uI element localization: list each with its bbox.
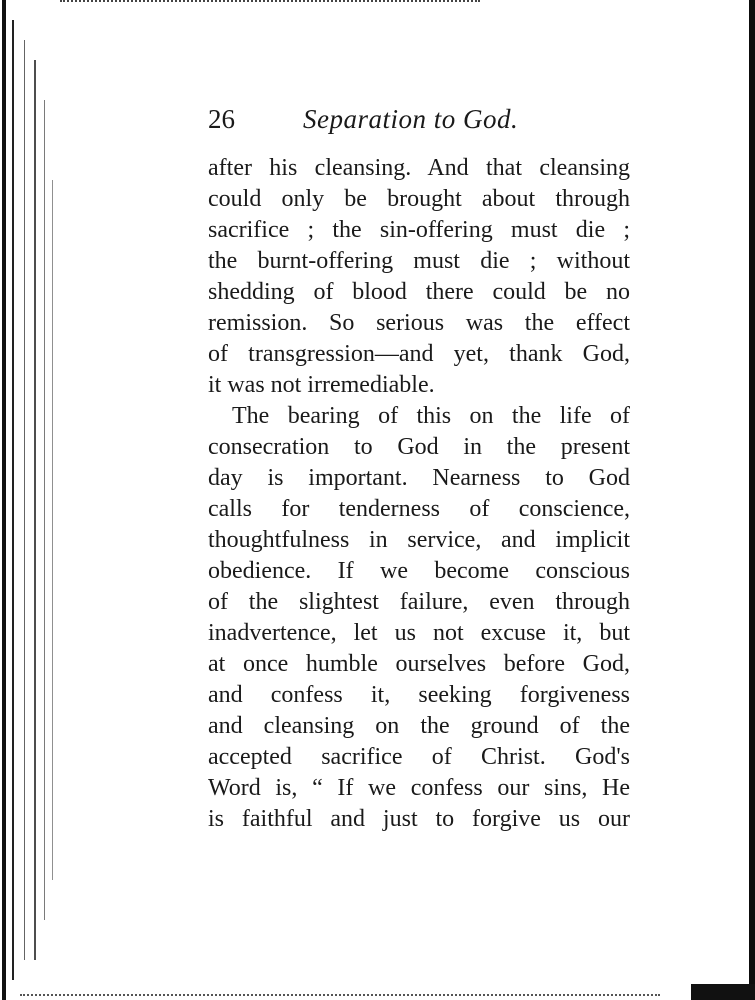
right-edge bbox=[749, 0, 755, 1000]
text-line: day is important. Nearness to God bbox=[208, 465, 630, 491]
text-line: shedding of blood there could be no bbox=[208, 279, 630, 305]
text-line: remission. So serious was the effect bbox=[208, 310, 630, 336]
text-line: accepted sacrifice of Christ. God's bbox=[208, 744, 630, 770]
gutter-line bbox=[34, 60, 36, 960]
top-edge bbox=[60, 0, 480, 8]
text-line: The bearing of this on the life of bbox=[232, 403, 630, 429]
gutter-line bbox=[52, 180, 53, 880]
bottom-edge bbox=[0, 984, 755, 1000]
text-line: and cleansing on the ground of the bbox=[208, 713, 630, 739]
bottom-edge-dash bbox=[20, 994, 660, 996]
text-line: calls for tenderness of conscience, bbox=[208, 496, 630, 522]
text-line: Word is, “ If we confess our sins, He bbox=[208, 775, 630, 801]
text-line: sacrifice ; the sin-offering must die ; bbox=[208, 217, 630, 243]
text-line: consecration to God in the present bbox=[208, 434, 630, 460]
text-line: and confess it, seeking forgiveness bbox=[208, 682, 630, 708]
text-line: inadvertence, let us not excuse it, but bbox=[208, 620, 630, 646]
gutter-line bbox=[24, 40, 25, 960]
text-line: at once humble ourselves before God, bbox=[208, 651, 630, 677]
text-line: thoughtfulness in service, and implicit bbox=[208, 527, 630, 553]
text-line: is faithful and just to forgive us our bbox=[208, 806, 630, 832]
text-line: obedience. If we become conscious bbox=[208, 558, 630, 584]
text-line: of transgression—and yet, thank God, bbox=[208, 341, 630, 367]
gutter-line bbox=[2, 0, 6, 1000]
running-head bbox=[208, 100, 638, 140]
gutter-line bbox=[44, 100, 45, 920]
page-number: 26 bbox=[208, 104, 235, 134]
bottom-edge-corner bbox=[691, 984, 755, 1000]
text-line: the burnt-offering must die ; without bbox=[208, 248, 630, 274]
binding-gutter bbox=[0, 0, 70, 1000]
text-line: after his cleansing. And that cleansing bbox=[208, 155, 630, 181]
text-line: of the slightest failure, even through bbox=[208, 589, 630, 615]
running-title: Separation to God. bbox=[303, 104, 519, 134]
text-line: it was not irremediable. bbox=[208, 372, 435, 398]
body-text bbox=[208, 153, 630, 835]
gutter-line bbox=[12, 20, 14, 980]
text-line: could only be brought about through bbox=[208, 186, 630, 212]
